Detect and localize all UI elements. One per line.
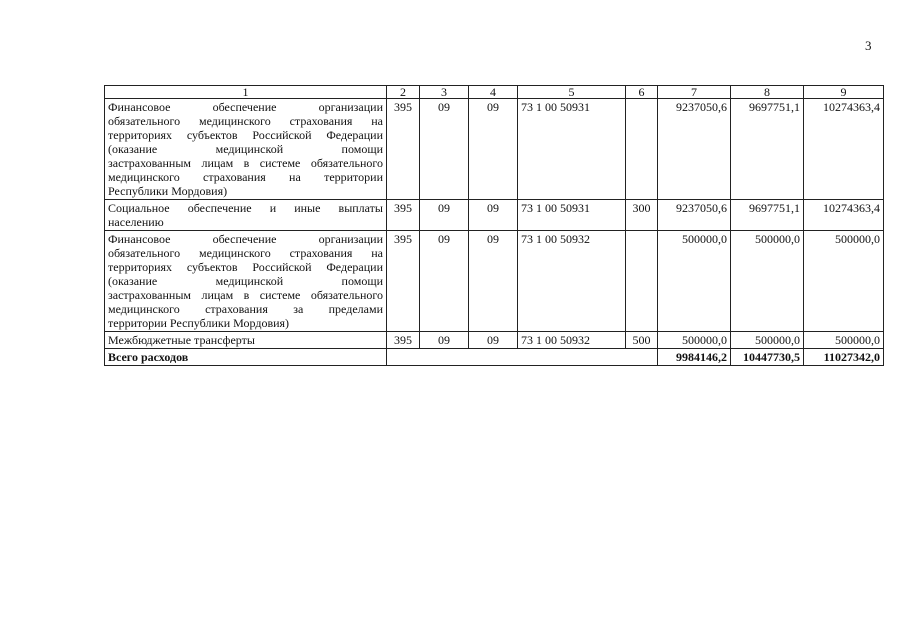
row-name	[105, 99, 387, 200]
row-col3: 09	[420, 231, 469, 332]
column-header: 1	[105, 86, 387, 99]
row-value-col8: 500000,0	[731, 332, 804, 349]
row-name-line: застрахованным лицам в системе обязательного	[108, 288, 383, 302]
column-header: 8	[731, 86, 804, 99]
row-value-col7: 9237050,6	[658, 99, 731, 200]
row-code: 73 1 00 50932	[518, 332, 626, 349]
row-name-line: (оказание медицинской помощи	[108, 274, 383, 288]
row-name-line: (оказание медицинской помощи	[108, 142, 383, 156]
row-code: 73 1 00 50931	[518, 200, 626, 231]
row-name-line: Финансовое обеспечение организации	[108, 100, 383, 114]
column-header: 2	[387, 86, 420, 99]
row-name-line: обязательного медицинского страхования на	[108, 114, 383, 128]
row-col2: 395	[387, 332, 420, 349]
column-header: 7	[658, 86, 731, 99]
total-empty-cell	[387, 349, 658, 366]
row-name-line: Республики Мордовия)	[108, 184, 228, 198]
total-value-col7: 9984146,2	[658, 349, 731, 366]
row-code: 73 1 00 50932	[518, 231, 626, 332]
row-code: 73 1 00 50931	[518, 99, 626, 200]
row-name	[105, 200, 387, 231]
row-value-col9: 10274363,4	[804, 99, 884, 200]
row-value-col7: 9237050,6	[658, 200, 731, 231]
total-row	[105, 349, 884, 366]
row-name-line: территории Республики Мордовия)	[108, 316, 290, 330]
row-value-col8: 9697751,1	[731, 200, 804, 231]
row-name-line: Финансовое обеспечение организации	[108, 232, 383, 246]
table-row	[105, 231, 884, 332]
column-header: 6	[626, 86, 658, 99]
row-name-line: медицинского страхования за пределами	[108, 302, 383, 316]
row-col4: 09	[469, 200, 518, 231]
table-row	[105, 99, 884, 200]
row-col4: 09	[469, 231, 518, 332]
total-value-col9: 11027342,0	[804, 349, 884, 366]
row-col4: 09	[469, 99, 518, 200]
row-col6: 300	[626, 200, 658, 231]
expenditure-table	[104, 85, 884, 366]
row-value-col8: 500000,0	[731, 231, 804, 332]
row-value-col8: 9697751,1	[731, 99, 804, 200]
header-row	[105, 86, 884, 99]
row-value-col7: 500000,0	[658, 231, 731, 332]
row-value-col7: 500000,0	[658, 332, 731, 349]
row-name	[105, 332, 387, 349]
row-col6	[626, 99, 658, 200]
total-value-col8: 10447730,5	[731, 349, 804, 366]
table-row	[105, 332, 884, 349]
row-name-line: обязательного медицинского страхования на	[108, 246, 383, 260]
row-name-line: населению	[108, 215, 164, 229]
row-col2: 395	[387, 231, 420, 332]
row-value-col9: 500000,0	[804, 231, 884, 332]
row-col2: 395	[387, 200, 420, 231]
row-col6: 500	[626, 332, 658, 349]
row-col6	[626, 231, 658, 332]
row-name-line: медицинского страхования на территории	[108, 170, 383, 184]
row-name-line: Межбюджетные трансферты	[108, 333, 255, 347]
column-header: 9	[804, 86, 884, 99]
table-row	[105, 200, 884, 231]
column-header: 3	[420, 86, 469, 99]
column-header: 4	[469, 86, 518, 99]
row-value-col9: 10274363,4	[804, 200, 884, 231]
page-number: 3	[865, 38, 872, 53]
row-col3: 09	[420, 200, 469, 231]
row-value-col9: 500000,0	[804, 332, 884, 349]
total-label: Всего расходов	[105, 349, 387, 366]
row-col4: 09	[469, 332, 518, 349]
row-col2: 395	[387, 99, 420, 200]
row-col3: 09	[420, 332, 469, 349]
column-header: 5	[518, 86, 626, 99]
row-col3: 09	[420, 99, 469, 200]
row-name-line: территориях субъектов Российской Федерации	[108, 260, 383, 274]
row-name	[105, 231, 387, 332]
row-name-line: территориях субъектов Российской Федерации	[108, 128, 383, 142]
row-name-line: Социальное обеспечение и иные выплаты	[108, 201, 383, 215]
row-name-line: застрахованным лицам в системе обязательного	[108, 156, 383, 170]
